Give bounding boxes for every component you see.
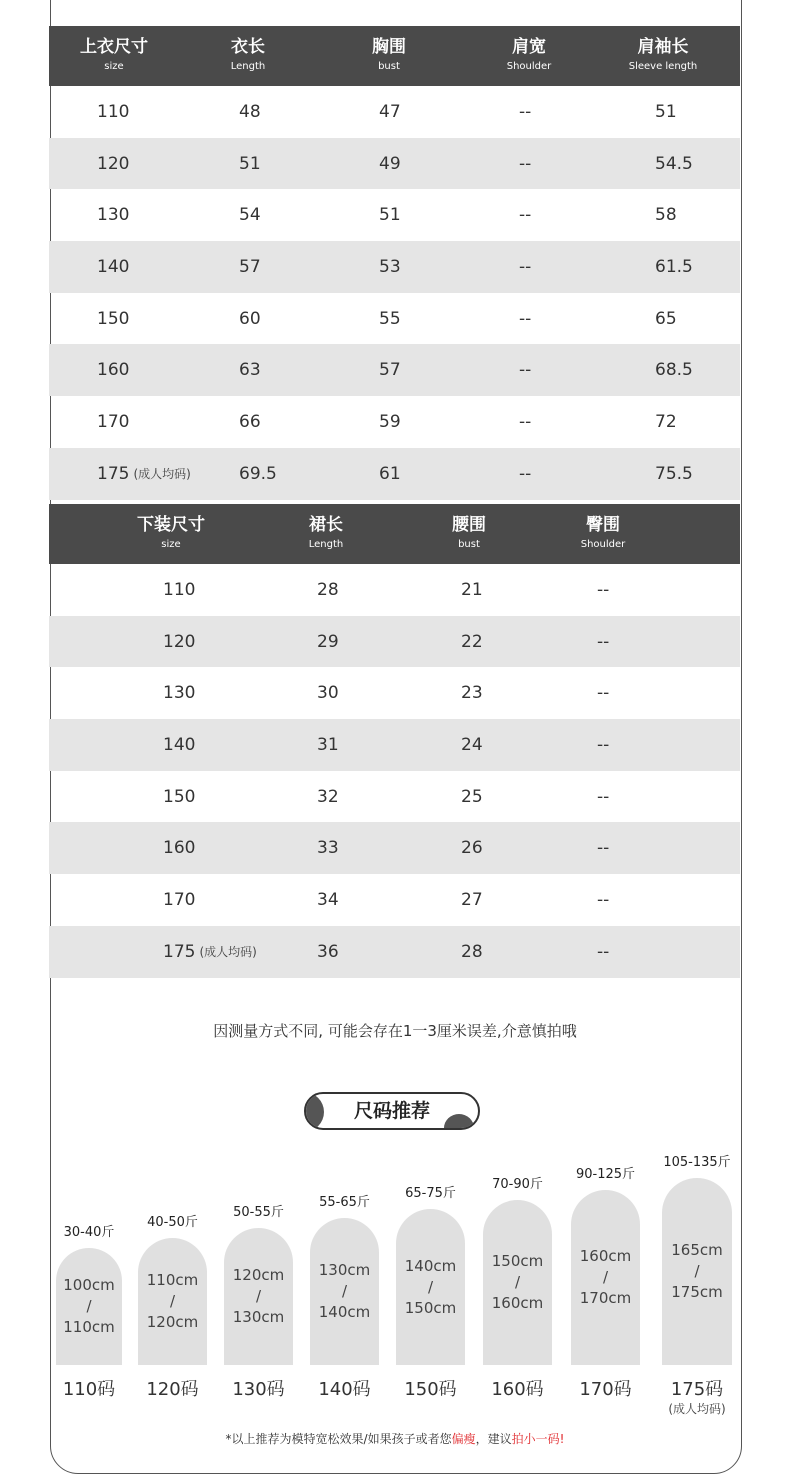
table-row: [49, 138, 740, 190]
height-value: 140cm: [318, 1303, 371, 1321]
recommended-size: 110码: [62, 1379, 116, 1400]
weight-label: 65-75斤: [405, 1186, 456, 1201]
recommend-column: [224, 1150, 293, 1400]
height-range-pill: [662, 1178, 732, 1365]
badge-title: 尺码推荐: [353, 1100, 430, 1122]
size-value: 150: [97, 308, 130, 329]
size-note: (成人均码): [133, 467, 191, 482]
table-cell: --: [519, 101, 532, 122]
height-range-pill: [138, 1238, 207, 1365]
header-zh: 上衣尺寸: [80, 37, 148, 57]
size-cell: [163, 616, 195, 668]
size-value: 175: [97, 463, 130, 484]
recommended-size: 175码: [670, 1379, 724, 1400]
header-bottom-waist: [452, 514, 486, 552]
table-cell: --: [597, 579, 610, 600]
table-cell: 59: [379, 411, 401, 432]
header-zh: 胸围: [372, 37, 406, 57]
size-value: 130: [97, 205, 130, 226]
table-row: [49, 241, 740, 293]
height-value: 110cm: [146, 1271, 199, 1289]
header-en: Shoulder: [506, 61, 552, 72]
table-row: [49, 396, 740, 448]
recommend-column: [662, 1150, 732, 1416]
table-row: [49, 564, 740, 616]
size-cell: [163, 719, 195, 771]
header-zh: 腰围: [452, 515, 486, 535]
table-cell: 28: [317, 579, 339, 600]
height-value: 130cm: [318, 1261, 371, 1279]
size-cell: [97, 344, 129, 396]
bottom-size-table: [49, 504, 740, 978]
table-row: [49, 448, 740, 500]
header-top-length: [231, 36, 266, 74]
header-zh: 下装尺寸: [137, 515, 205, 535]
table-row: [49, 189, 740, 241]
table-cell: 55: [379, 308, 401, 329]
table-cell: --: [519, 360, 532, 381]
table-cell: 23: [461, 683, 483, 704]
size-value: 160: [163, 838, 196, 859]
header-en: bust: [378, 61, 400, 72]
height-range-pill: [483, 1200, 552, 1365]
header-zh: 肩袖长: [637, 37, 689, 57]
table-cell: 24: [461, 734, 483, 755]
size-cell: [97, 189, 129, 241]
table-cell: 53: [379, 256, 401, 277]
measurement-note: 因测量方式不同, 可能会存在1一3厘米误差,介意慎拍哦: [213, 1022, 577, 1040]
range-separator: /: [694, 1262, 700, 1280]
table-cell: 54.5: [655, 153, 693, 174]
header-zh: 肩宽: [512, 37, 546, 57]
weight-label: 70-90斤: [492, 1177, 543, 1192]
table-cell: --: [519, 463, 532, 484]
size-note: (成人均码): [668, 1402, 726, 1416]
header-en: Length: [308, 539, 344, 550]
table-cell: 57: [239, 256, 261, 277]
size-cell: [97, 448, 191, 500]
height-value: 150cm: [404, 1298, 457, 1317]
table-cell: 33: [317, 838, 339, 859]
table-cell: 51: [239, 153, 261, 174]
header-zh: 臀围: [586, 515, 620, 535]
header-en: Shoulder: [580, 539, 626, 550]
recommend-column: [56, 1150, 122, 1400]
size-value: 160: [97, 360, 130, 381]
weight-label: 30-40斤: [63, 1225, 115, 1240]
table-cell: 72: [655, 411, 677, 432]
table-cell: 75.5: [655, 463, 693, 484]
footer-text: *以上推荐为模特宽松效果/如果孩子或者您: [225, 1432, 452, 1446]
header-bottom-size: [137, 514, 205, 552]
height-range-pill: [571, 1190, 640, 1365]
table-cell: 28: [461, 941, 483, 962]
top-size-table: [49, 26, 740, 500]
size-cell: [97, 86, 129, 138]
weight-label: 105-135斤: [663, 1155, 731, 1170]
table-row: [49, 926, 740, 978]
height-value: 170cm: [579, 1289, 632, 1307]
range-separator: /: [169, 1292, 176, 1310]
weight-label: 90-125斤: [575, 1167, 636, 1182]
height-value: 120cm: [146, 1313, 199, 1331]
table-cell: 57: [379, 360, 401, 381]
table-cell: 61.5: [655, 256, 693, 277]
table-cell: 36: [317, 941, 339, 962]
table-cell: --: [597, 941, 610, 962]
header-top-sleeve: [629, 36, 698, 74]
table-cell: 51: [655, 101, 677, 122]
table-cell: 58: [655, 205, 677, 226]
header-en: size: [104, 61, 124, 72]
size-value: 140: [97, 256, 130, 277]
recommend-column: [571, 1150, 640, 1400]
range-separator: /: [341, 1282, 348, 1300]
height-value: 150cm: [491, 1252, 544, 1270]
height-range-pill: [310, 1218, 379, 1365]
table-cell: 30: [317, 683, 339, 704]
table-cell: 25: [461, 786, 483, 807]
weight-label: 55-65斤: [319, 1195, 370, 1210]
table-row: [49, 344, 740, 396]
table-cell: 22: [461, 631, 483, 652]
table-cell: --: [519, 411, 532, 432]
recommend-column: [396, 1150, 465, 1400]
height-value: 160cm: [579, 1247, 632, 1265]
bottom-table-body: [49, 564, 740, 978]
table-cell: --: [597, 838, 610, 859]
table-row: [49, 719, 740, 771]
table-cell: 31: [317, 734, 339, 755]
header-top-size: [80, 36, 148, 74]
table-cell: --: [597, 683, 610, 704]
table-cell: 34: [317, 889, 339, 910]
table-cell: --: [519, 153, 532, 174]
size-cell: [97, 293, 129, 345]
range-separator: /: [602, 1268, 609, 1286]
header-zh: 裙长: [309, 515, 343, 535]
table-row: [49, 822, 740, 874]
table-row: [49, 874, 740, 926]
size-cell: [97, 241, 129, 293]
size-cell: [97, 396, 129, 448]
size-cell: [163, 771, 195, 823]
table-cell: --: [597, 734, 610, 755]
recommended-size: 160码: [491, 1379, 544, 1400]
table-cell: 47: [379, 101, 401, 122]
height-value: 120cm: [232, 1266, 285, 1284]
recommended-size: 120码: [146, 1379, 199, 1400]
recommended-size: 140码: [318, 1379, 371, 1400]
table-cell: 48: [239, 101, 261, 122]
size-cell: [163, 926, 257, 978]
header-en: Length: [230, 61, 266, 72]
table-cell: --: [519, 256, 532, 277]
height-range-pill: [396, 1209, 465, 1365]
size-cell: [163, 667, 195, 719]
height-value: 165cm: [671, 1241, 723, 1259]
table-cell: 68.5: [655, 360, 693, 381]
table-row: [49, 616, 740, 668]
recommended-size: 170码: [579, 1379, 632, 1400]
table-cell: 27: [461, 889, 483, 910]
size-cell: [97, 138, 129, 190]
size-cell: [163, 564, 195, 616]
size-cell: [163, 822, 195, 874]
size-note: (成人均码): [199, 945, 257, 960]
table-cell: 21: [461, 579, 483, 600]
top-table-body: [49, 86, 740, 500]
header-bottom-hip: [581, 514, 626, 552]
recommend-column: [483, 1150, 552, 1400]
size-value: 140: [163, 734, 196, 755]
table-cell: --: [597, 889, 610, 910]
range-separator: /: [427, 1277, 434, 1296]
table-cell: 26: [461, 838, 483, 859]
height-value: 130cm: [232, 1308, 285, 1326]
table-row: [49, 86, 740, 138]
range-separator: /: [255, 1287, 262, 1305]
table-cell: 29: [317, 631, 339, 652]
footer-highlight: 拍小一码!: [511, 1432, 565, 1446]
range-separator: /: [86, 1297, 92, 1315]
header-en: size: [161, 539, 181, 550]
table-cell: 51: [379, 205, 401, 226]
recommended-size: 130码: [232, 1379, 285, 1400]
weight-label: 40-50斤: [147, 1215, 198, 1230]
table-cell: 61: [379, 463, 401, 484]
table-cell: 69.5: [239, 463, 277, 484]
table-cell: --: [597, 786, 610, 807]
size-value: 110: [97, 101, 130, 122]
table-cell: 63: [239, 360, 261, 381]
height-range-pill: [224, 1228, 293, 1365]
height-value: 110cm: [63, 1318, 115, 1336]
size-value: 170: [97, 411, 130, 432]
weight-label: 50-55斤: [233, 1205, 284, 1220]
table-row: [49, 293, 740, 345]
table-cell: 65: [655, 308, 677, 329]
size-value: 120: [97, 153, 130, 174]
range-separator: /: [514, 1273, 521, 1291]
bottom-table-header: [49, 504, 740, 564]
height-value: 160cm: [491, 1294, 544, 1312]
table-cell: 32: [317, 786, 339, 807]
table-cell: 49: [379, 153, 401, 174]
table-row: [49, 667, 740, 719]
height-range-pill: [56, 1248, 122, 1365]
table-row: [49, 771, 740, 823]
header-en: bust: [458, 539, 480, 550]
header-en: Sleeve length: [628, 61, 698, 72]
footer-note: [0, 1430, 790, 1447]
recommend-column: [310, 1150, 379, 1400]
recommended-size: 150码: [404, 1379, 457, 1400]
header-top-bust: [372, 36, 406, 74]
table-cell: 66: [239, 411, 261, 432]
height-value: 100cm: [63, 1276, 115, 1294]
table-cell: --: [519, 308, 532, 329]
table-cell: --: [597, 631, 610, 652]
top-table-header: [49, 26, 740, 86]
footer-text: ，建议: [475, 1432, 512, 1446]
size-value: 170: [163, 889, 196, 910]
table-cell: --: [519, 205, 532, 226]
size-value: 110: [163, 579, 196, 600]
height-value: 175cm: [671, 1283, 723, 1301]
recommend-column: [138, 1150, 207, 1400]
size-value: 150: [163, 786, 196, 807]
size-value: 175: [163, 941, 196, 962]
table-cell: 60: [239, 308, 261, 329]
header-zh: 衣长: [231, 37, 265, 57]
size-value: 130: [163, 683, 196, 704]
size-recommend-badge: [304, 1092, 480, 1130]
header-bottom-length: [309, 514, 344, 552]
footer-highlight: 偏瘦: [451, 1432, 476, 1446]
height-value: 140cm: [404, 1256, 457, 1275]
header-top-shoulder: [507, 36, 552, 74]
table-cell: 54: [239, 205, 261, 226]
size-value: 120: [163, 631, 196, 652]
size-cell: [163, 874, 195, 926]
